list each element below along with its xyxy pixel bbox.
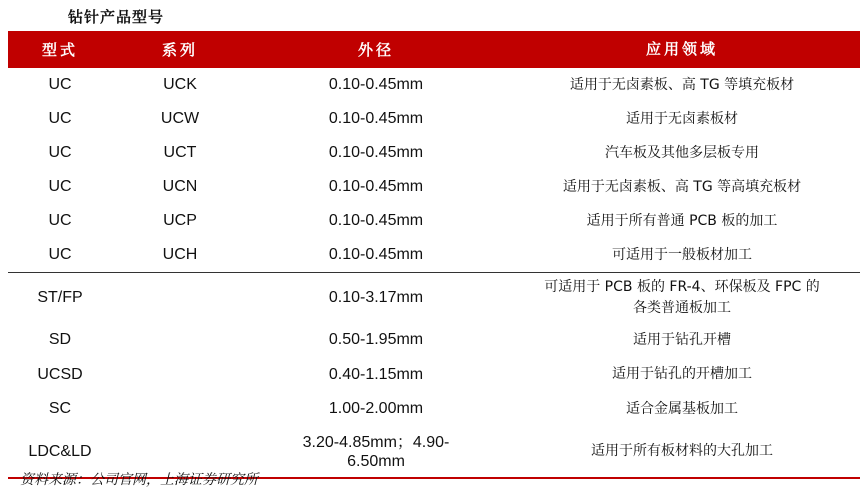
drill-product-table [8,31,860,479]
cell-diameter: 0.10-3.17mm [328,289,424,306]
cell-diameter: 0.50-1.95mm [328,331,424,349]
cell-application-line: 各类普通板加工 [633,300,731,316]
header-type: 型式 [41,40,78,59]
cell-diameter-line: 3.20-4.85mm；4.90- [302,433,450,451]
cell-type: SC [48,400,72,418]
cell-type: UCSD [37,365,83,383]
cell-application: 汽车板及其他多层板专用 [605,144,759,161]
cell-series: UCK [163,76,197,93]
table-title: 钻针产品型号 [68,8,165,26]
cell-application: 可适用于一般板材加工 [612,246,752,263]
cell-application: 适用于无卤素板、高 TG 等填充板材 [569,76,795,93]
cell-series: UCH [162,246,198,263]
table-row [8,358,860,393]
header-series: 系列 [161,40,198,59]
table-row [8,323,860,358]
table-row [8,68,860,102]
header-diameter: 外径 [357,40,394,59]
cell-diameter: 1.00-2.00mm [328,400,424,418]
cell-type: LDC&LD [28,442,92,460]
cell-application: 适用于所有板材料的大孔加工 [591,443,773,460]
cell-application: 适用于所有普通 PCB 板的加工 [586,212,778,229]
cell-diameter: 0.10-0.45mm [328,144,424,161]
cell-application: 适用于钻孔的开槽加工 [612,366,752,383]
cell-application: 适合金属基板加工 [626,400,738,417]
cell-diameter [248,433,504,471]
cell-type: UC [48,212,72,229]
table-header [8,31,860,68]
cell-type: UC [48,76,72,93]
cell-type: ST/FP [37,289,83,306]
cell-diameter: 0.10-0.45mm [328,212,424,229]
source-note: 资料来源：公司官网，上海证券研究所 [20,472,258,488]
cell-series: UCN [162,178,198,195]
cell-diameter-line: 6.50mm [347,452,405,470]
table-group-uc [8,68,860,272]
table-row [8,102,860,136]
cell-diameter: 0.10-0.45mm [328,246,424,263]
table-row [8,392,860,427]
cell-series: UCT [163,144,197,161]
cell-series: UCP [163,212,197,229]
cell-diameter: 0.10-0.45mm [328,76,424,93]
cell-type: SD [48,331,72,349]
cell-diameter: 0.10-0.45mm [328,110,424,127]
cell-application [504,277,860,319]
table-row [8,170,860,204]
table-group-other [8,273,860,477]
cell-type: UC [48,110,72,127]
cell-series: UCW [160,110,200,127]
table-row [8,238,860,272]
table-row [8,136,860,170]
cell-application: 适用于无卤素板材 [626,110,738,127]
table-row [8,204,860,238]
cell-application: 适用于无卤素板、高 TG 等高填充板材 [562,178,802,195]
header-application: 应用领域 [645,39,718,58]
cell-type: UC [48,178,72,195]
cell-type: UC [48,246,72,263]
cell-diameter: 0.40-1.15mm [328,365,424,383]
cell-application: 适用于钻孔开槽 [633,331,731,348]
cell-type: UC [48,144,72,161]
cell-diameter: 0.10-0.45mm [328,178,424,195]
table-row [8,273,860,323]
cell-application-line: 可适用于 PCB 板的 FR-4、环保板及 FPC 的 [544,279,820,295]
